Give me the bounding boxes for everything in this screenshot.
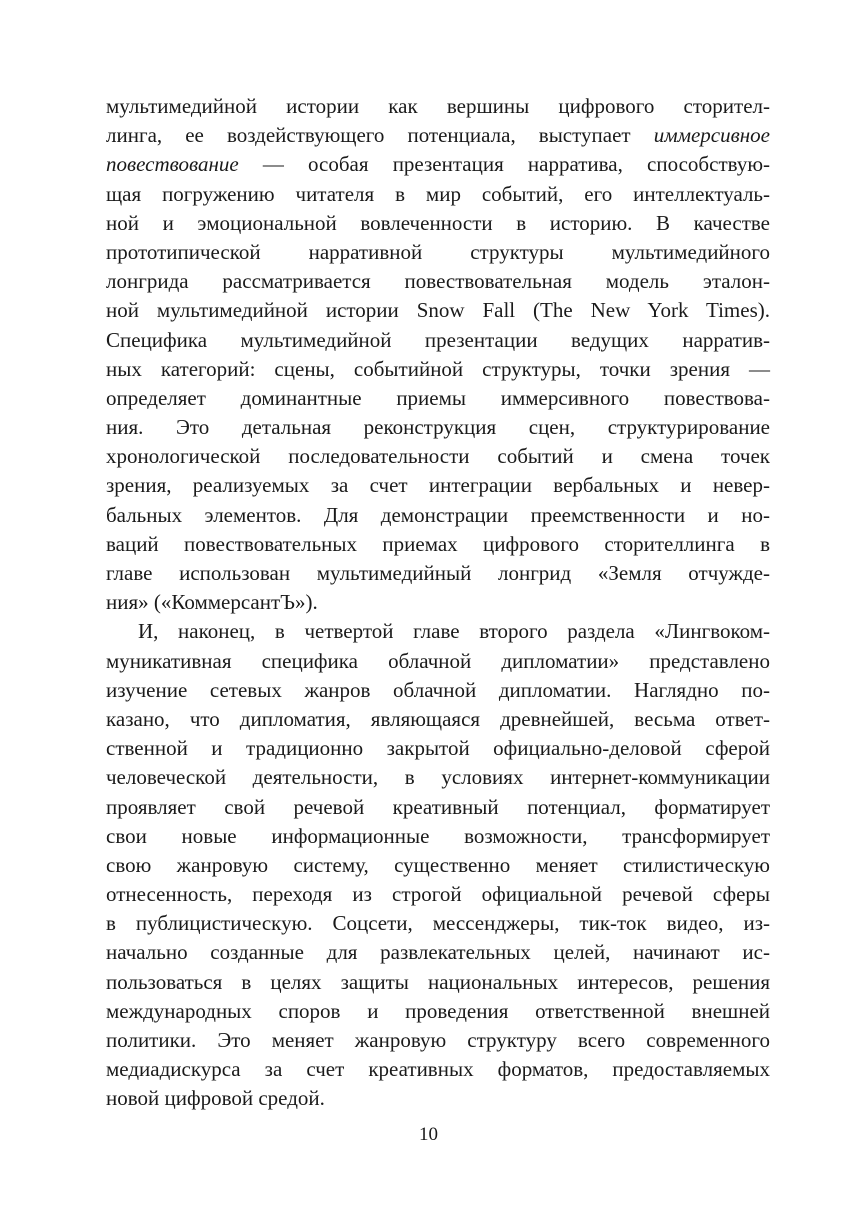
- text-line: зрения, реализуемых за счет интеграции вербальных и невер-: [106, 473, 770, 498]
- text-line: ных категорий: сцены, событийной структуры, точки зрения —: [106, 356, 770, 381]
- text-line: медиадискурса за счет креативных форматов, предоставляемых: [106, 1057, 770, 1082]
- text-line: ной и эмоциональной вовлеченности в историю. В качестве: [106, 210, 770, 235]
- text-line: пользоваться в целях защиты национальных интересов, решения: [106, 969, 770, 994]
- text-line: И, наконец, в четвертой главе второго раздела «Лингвоком-: [138, 619, 770, 644]
- page-number: 10: [419, 1124, 438, 1145]
- text-line: в публицистическую. Соцсети, мессенджеры, тик-ток видео, из-: [106, 911, 770, 936]
- text-line: главе использован мультимедийный лонгрид «Земля отчужде-: [106, 561, 770, 585]
- text-line: муникативная специфика облачной дипломатии» представлено: [106, 648, 770, 673]
- text-line: прототипической нарративной структуры мультимедийного: [106, 239, 770, 264]
- text-line: казано, что дипломатия, являющаяся древнейшей, весьма ответ-: [106, 706, 770, 731]
- text-line: бальных элементов. Для демонстрации преемственности и но-: [106, 502, 770, 527]
- text-line: ной мультимедийной истории Snow Fall (The New York Times).: [106, 298, 770, 323]
- text-line: свою жанровую систему, существенно меняет стилистическую: [106, 852, 770, 877]
- text-line: международных споров и проведения ответственной внешней: [106, 998, 770, 1023]
- text-line: повествование — особая презентация нарратива, способствую-: [106, 152, 770, 177]
- text-line: лонгрида рассматривается повествовательная модель эталон-: [106, 269, 770, 294]
- text-line: изучение сетевых жанров облачной дипломатии. Наглядно по-: [106, 677, 770, 702]
- text-line: определяет доминантные приемы иммерсивного повествова-: [106, 385, 770, 410]
- text-line: начально созданные для развлекательных целей, начинают ис-: [106, 940, 770, 965]
- body-text: [106, 92, 770, 1114]
- text-line: политики. Это меняет жанровую структуру всего современного: [106, 1028, 770, 1052]
- text-line: отнесенность, переходя из строгой официальной речевой сферы: [106, 882, 770, 907]
- text-line: щая погружению читателя в мир событий, его интеллектуаль-: [106, 181, 770, 206]
- paragraph-2: [106, 617, 770, 1113]
- text-line: свои новые информационные возможности, трансформирует: [106, 823, 770, 848]
- text-line: ния» («КоммерсантЪ»).: [106, 590, 318, 615]
- text-line: хронологической последовательности событий и смена точек: [106, 444, 770, 469]
- text-line: новой цифровой средой.: [106, 1086, 325, 1111]
- text-line: мультимедийной истории как вершины цифрового сторител-: [106, 94, 770, 118]
- text-line: ственной и традиционно закрытой официально-деловой сферой: [106, 736, 770, 761]
- text-line: ваций повествовательных приемах цифрового сторителлинга в: [106, 531, 770, 556]
- paragraph-1: [106, 92, 770, 617]
- text-line: проявляет свой речевой креативный потенциал, форматирует: [106, 794, 770, 819]
- text-line: человеческой деятельности, в условиях интернет-коммуникации: [106, 765, 770, 790]
- text-line: Специфика мультимедийной презентации ведущих нарратив-: [106, 327, 770, 352]
- text-line: линга, ее воздействующего потенциала, выступает иммерсивное: [106, 123, 770, 148]
- italic-term: иммерсивное: [653, 123, 770, 148]
- text-line: ния. Это детальная реконструкция сцен, структурирование: [106, 415, 770, 440]
- italic-term: повествование: [106, 152, 239, 177]
